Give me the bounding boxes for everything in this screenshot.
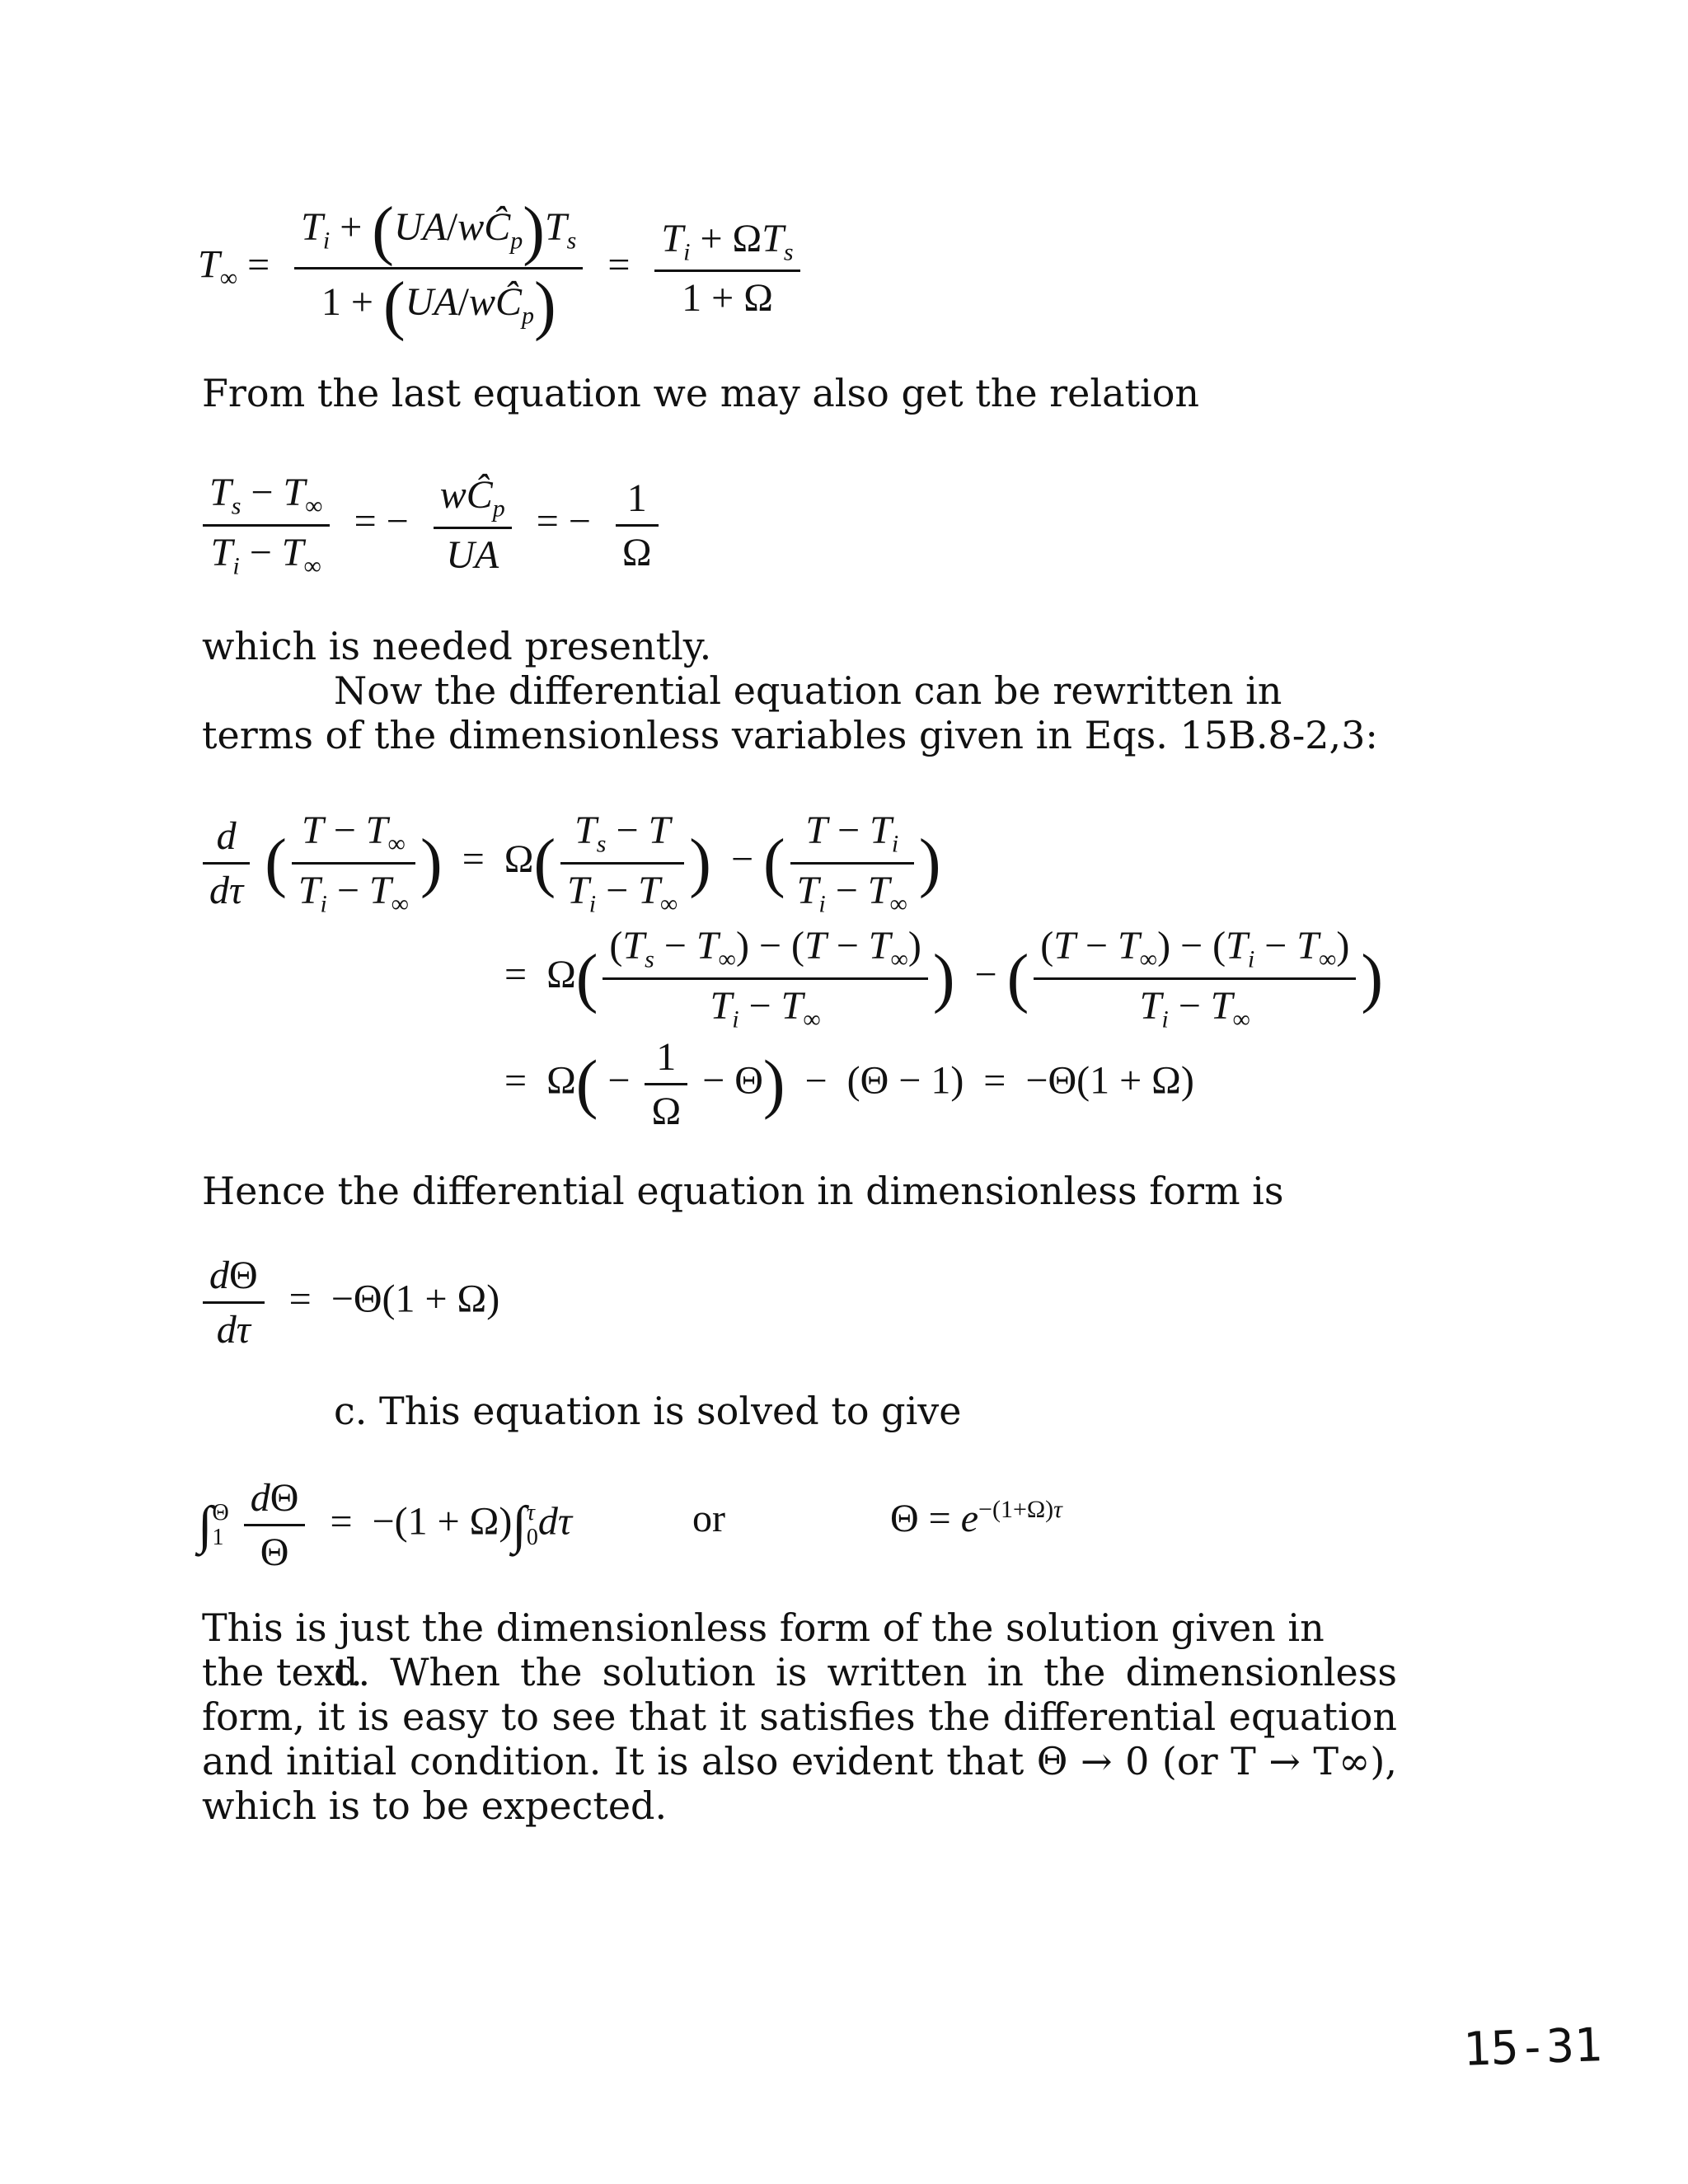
equation-integral-solution: ∫ Θ 1 $\frac{d\Theta}{\Theta}$ = −(1 + Ω)∫ τ 0 dτ: [198, 1476, 573, 1574]
equation-t-infinity: $T_\infty$ = $\frac{T_i + (UA/wĈ_p)T_s}{1 + (UA/wĈ_p)}$ = $\frac{T_i + \Omega T_s}{1 + \Omega}$: [198, 198, 805, 339]
page-number: 15-31: [1461, 2018, 1603, 2077]
paragraph-2: which is needed presently.: [202, 624, 712, 668]
equation-dimensionless-derivation-line-2: = Ω( $\frac{(T_s - T_\infty) - (T - T_\infty)}{T_i - T_\infty}$ ) − ( $\frac{(T - T_\infty) - (T_i - T_\infty)}{T_i - T_\infty}$ ): [504, 924, 1383, 1033]
paragraph-5: c. This equation is solved to give: [334, 1389, 962, 1433]
paragraph-6: This is just the dimensionless form of the solution given in the text.: [202, 1605, 1325, 1694]
paragraph-3: Now the differential equation can be rewritten in terms of the dimensionless variables given in Eqs. 15B.8-2,3:: [202, 668, 1378, 757]
equation-dimensionless-ode: $\frac{d\Theta}{d\tau}$ = −Θ(1 + Ω): [198, 1253, 499, 1352]
equation-relation: $\frac{T_s - T_\infty}{T_i - T_\infty}$ = − $\frac{wĈ_p}{UA}$ = − $\frac{1}{\Omega}$: [198, 470, 663, 580]
equation-dimensionless-derivation-line-1: $\frac{d}{d\tau}$ ( $\frac{T - T_\infty}{T_i - T_\infty}$ ) = Ω( $\frac{T_s - T}{T_i - T_\infty}$ ) − ( $\frac{T - T_i}{T_i - T_\infty}$ ): [198, 808, 941, 918]
equation-dimensionless-derivation-line-3: = Ω( − $\frac{1}{\Omega}$ − Θ) − (Θ − 1) = −Θ(1 + Ω): [504, 1035, 1194, 1133]
paragraph-4: Hence the differential equation in dimensionless form is: [202, 1169, 1284, 1213]
or-label: or: [692, 1497, 725, 1540]
paragraph-1: From the last equation we may also get the relation: [202, 371, 1200, 415]
equation-theta-exponential: $\Theta = e^{-(1+\Omega)\tau}$: [890, 1496, 1062, 1540]
paragraph-7: d. When the solution is written in the dimensionless form, it is easy to see that it satisfies the differential equation and initial condition. It is also evident that Θ → 0 (or T → T∞), which is to be expected.: [202, 1650, 1397, 1828]
